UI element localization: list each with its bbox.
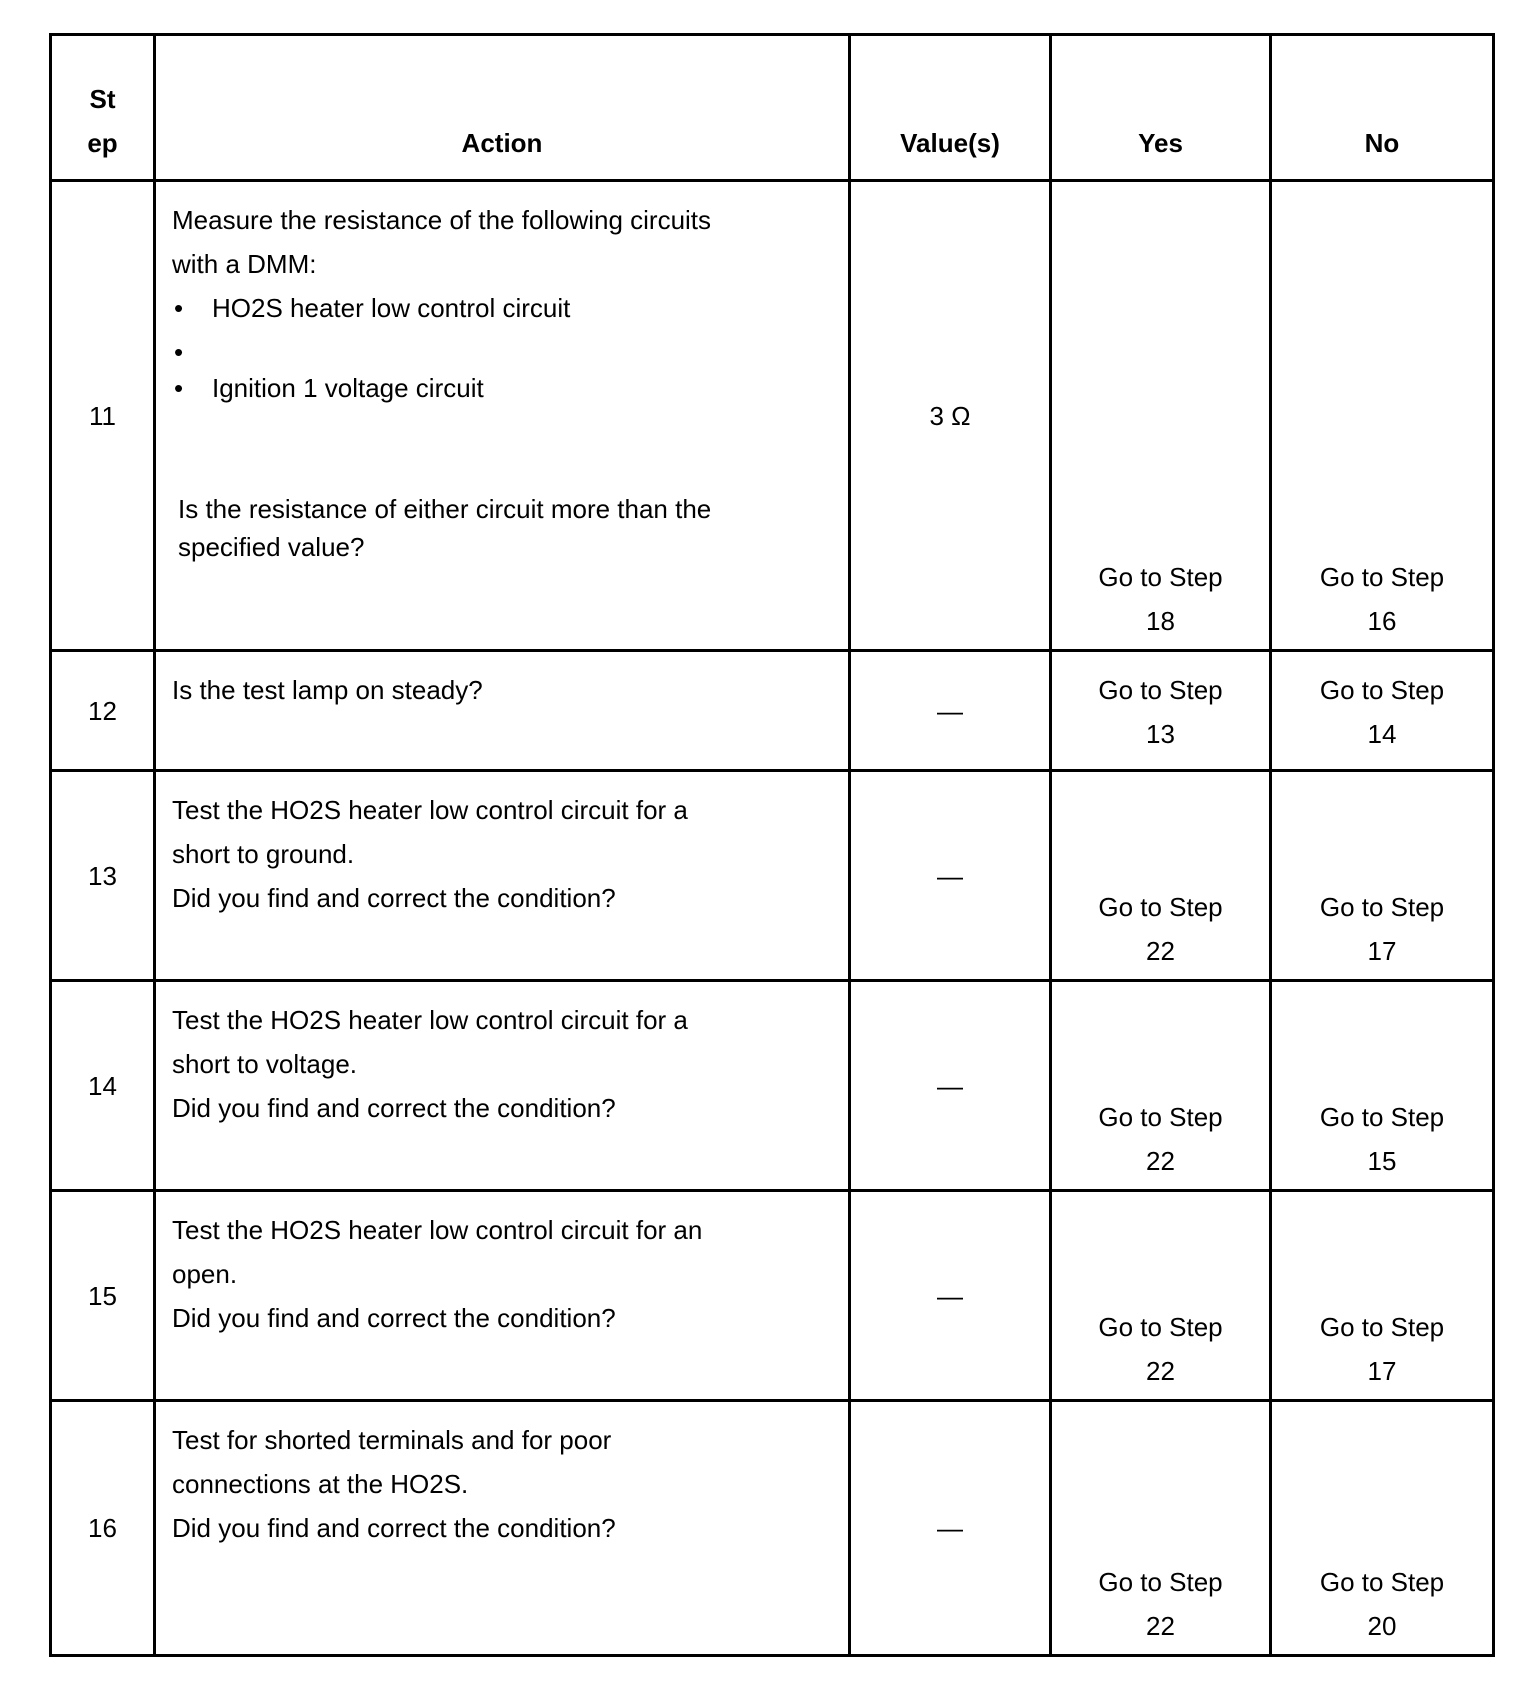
yes-cell — [1051, 981, 1271, 1191]
yes-cell — [1051, 1191, 1271, 1401]
no-cell — [1271, 181, 1494, 651]
table-row — [51, 1401, 1494, 1656]
yes-cell — [1051, 771, 1271, 981]
goto-label: Go to Step — [1098, 1567, 1223, 1597]
no-cell — [1271, 981, 1494, 1191]
table-row — [51, 981, 1494, 1191]
goto-step-number: 18 — [1146, 606, 1175, 636]
action-text: with a DMM: — [172, 249, 317, 279]
list-item: • HO2S heater low control circuit — [172, 286, 832, 330]
goto-label: Go to Step — [1098, 675, 1223, 705]
action-text: connections at the HO2S. — [172, 1469, 469, 1499]
no-cell — [1271, 771, 1494, 981]
question-text: Did you find and correct the condition? — [172, 1093, 616, 1123]
action-cell — [155, 1401, 850, 1656]
yes-cell — [1051, 1401, 1271, 1656]
goto-step-number: 22 — [1146, 936, 1175, 966]
header-step — [51, 35, 155, 181]
value-cell: — — [850, 981, 1051, 1191]
yes-cell — [1051, 181, 1271, 651]
step-number: 15 — [51, 1191, 155, 1401]
action-text: open. — [172, 1259, 238, 1289]
header-action: Action — [155, 35, 850, 181]
step-number: 16 — [51, 1401, 155, 1656]
goto-step-number: 22 — [1146, 1146, 1175, 1176]
question-text: Did you find and correct the condition? — [172, 1303, 616, 1333]
goto-label: Go to Step — [1319, 562, 1445, 592]
goto-step-number: 16 — [1367, 606, 1397, 636]
action-text: Test the HO2S heater low control circuit for a — [172, 1005, 688, 1035]
table-row — [51, 181, 1494, 651]
question-text: Is the resistance of either circuit more than the — [178, 494, 712, 524]
step-number: 12 — [51, 651, 155, 771]
goto-label: Go to Step — [1319, 1102, 1445, 1132]
action-cell — [155, 1191, 850, 1401]
action-text: Measure the resistance of the following circuits — [172, 205, 712, 235]
goto-step-number: 17 — [1367, 936, 1397, 966]
goto-step-number: 15 — [1367, 1146, 1397, 1176]
value-cell: 3 Ω — [850, 181, 1051, 651]
no-cell — [1271, 1401, 1494, 1656]
value-cell: — — [850, 1191, 1051, 1401]
no-cell — [1271, 1191, 1494, 1401]
question-text: Did you find and correct the condition? — [172, 883, 616, 913]
list-item: • Ignition 1 voltage circuit — [172, 366, 832, 410]
header-step-line1: St — [89, 84, 116, 114]
goto-step-number: 22 — [1146, 1611, 1175, 1641]
action-text: short to voltage. — [172, 1049, 357, 1079]
goto-step-number: 20 — [1367, 1611, 1397, 1641]
goto-label: Go to Step — [1098, 1102, 1223, 1132]
goto-label: Go to Step — [1098, 1312, 1223, 1342]
action-text: Is the test lamp on steady? — [172, 675, 483, 705]
diagnostic-table — [49, 33, 1495, 1657]
goto-label: Go to Step — [1098, 562, 1223, 592]
no-cell — [1271, 651, 1494, 771]
value-cell: — — [850, 651, 1051, 771]
header-yes: Yes — [1051, 35, 1271, 181]
table-row — [51, 771, 1494, 981]
goto-step-number: 17 — [1367, 1356, 1397, 1386]
step-number: 11 — [51, 181, 155, 651]
goto-label: Go to Step — [1319, 675, 1445, 705]
header-values: Value(s) — [850, 35, 1051, 181]
question-text: specified value? — [178, 532, 365, 562]
spacer — [172, 410, 832, 490]
goto-label: Go to Step — [1319, 1312, 1445, 1342]
action-cell — [155, 651, 850, 771]
header-step-line2: ep — [87, 128, 118, 158]
value-cell: — — [850, 771, 1051, 981]
question-text: Did you find and correct the condition? — [172, 1513, 616, 1543]
goto-label: Go to Step — [1319, 892, 1445, 922]
goto-step-number: 14 — [1367, 719, 1397, 749]
step-number: 14 — [51, 981, 155, 1191]
header-no: No — [1271, 35, 1494, 181]
goto-label: Go to Step — [1098, 892, 1223, 922]
action-text: short to ground. — [172, 839, 355, 869]
table-row — [51, 1191, 1494, 1401]
action-text: Test the HO2S heater low control circuit for a — [172, 795, 688, 825]
value-cell: — — [850, 1401, 1051, 1656]
action-cell — [155, 771, 850, 981]
action-cell — [155, 981, 850, 1191]
action-cell — [155, 181, 850, 651]
circuit-list — [172, 286, 832, 410]
table-row — [51, 651, 1494, 771]
step-number: 13 — [51, 771, 155, 981]
action-text: Test for shorted terminals and for poor — [172, 1425, 612, 1455]
goto-step-number: 13 — [1146, 719, 1175, 749]
yes-cell — [1051, 651, 1271, 771]
spacer — [172, 330, 832, 366]
header-row — [51, 35, 1494, 181]
action-text: Test the HO2S heater low control circuit for an — [172, 1215, 703, 1245]
goto-label: Go to Step — [1319, 1567, 1445, 1597]
goto-step-number: 22 — [1146, 1356, 1175, 1386]
